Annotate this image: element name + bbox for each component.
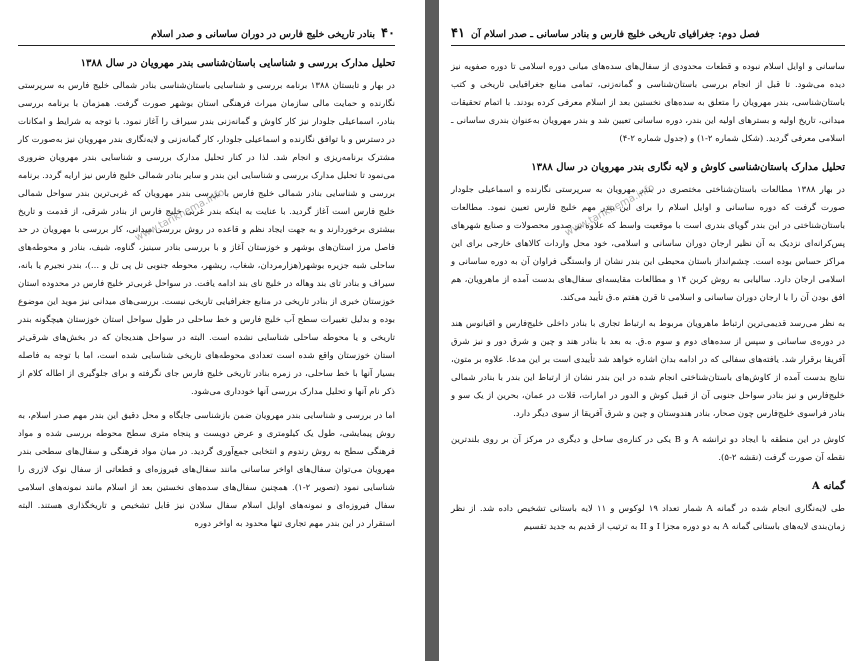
right-paragraph-2: به نظر می‌رسد قدیمی‌ترین ارتباط ماهرویان مربوط به ارتباط تجاری با بنادر داخلی خلیج‌فارس و اقیانوس هند در دوره‌ی ساسانی و سپس از سده‌های دوم و سوم ه.ق. به بعد با بنادر هند و چین و شرق دور و نیز شرق آفریقا برقرار شد. یافته‌های سفالی که در ادامه بدان اشاره خواهد شد تأییدی است بر این مدعا. علاوه بر متون، نتایج بدست آمده از کاوش‌های باستان‌شناختی انجام شده در این بندر نشان از ارتباط این بندر با بنادر شمالی خلیج‌فارس و نیز بنادر سواحل جنوبی آن از قبیل کوش و الدور در امارات، قلات در عمان، بحرین از یک سو و بنادر فراسوی خلیج‌فارس چون صحار، بنادر هندوستان و چین و شرق آفریقا از سوی دیگر دارد. — [451, 319, 845, 419]
right-paragraph-1: در بهار ۱۳۸۸ مطالعات باستان‌شناختی مختصری در بندر مهرویان به سرپرستی نگارنده و اسماعیلی جلودار صورت گرفت که دوره ساسانی و اوایل اسلام را برای این بندر مهم خلیج فارس تعیین نمود. مطالعات باستان‌شناختی در این بندر گویای بندری است با موقعیت واسط که علاوه بر صدور محصولات و صنایع شهرهای پس‌کرانه‌ای نزدیک به آن نظیر ارجان دوران ساسانی و اسلامی، خود محل واردات کالاهای خارجی برای این مراکز حساس بوده است. چشم‌انداز باستان محیطی این بندر نشان از وابستگی فراوان آن به دوره ساسانی و اسلامی ارجان دارد. سالیابی به روش کربن ۱۴ و مطالعات مقایسه‌ای سفال‌های بدست آمده از ماهرویان، هم افق بودن آن را با ارجان دوران ساسانی و اسلامی تا قرن هفتم ه.ق تأیید می‌کند. — [451, 185, 846, 303]
right-last-paragraph: طی لایه‌نگاری انجام شده در گمانه A شمار تعداد ۱۹ لوکوس و ۱۱ لایه باستانی تشخیص داده شد. از نظر زمان‌بندی لایه‌های باستانی گمانه A به دو دوره مجزا I و II به ترتیب از قدیم به جدید تقسیم — [451, 504, 845, 532]
left-body — [18, 77, 395, 533]
right-page — [439, 0, 867, 661]
right-heading: تحلیل مدارک باستان‌شناسی کاوش و لایه نگاری بندر مهرویان در سال ۱۳۸۸ — [531, 162, 845, 173]
left-watermark: www.tarikhema.info — [133, 187, 227, 244]
left-running-head — [18, 26, 395, 46]
right-subheading: گمانه A — [812, 481, 845, 492]
right-running-head — [451, 26, 845, 46]
right-body — [451, 181, 845, 467]
left-heading: تحلیل مدارک بررسی و شناسایی باستان‌شناسی بندر مهرویان در سال ۱۳۸۸ — [80, 58, 395, 69]
right-intro-paragraph: ساسانی و اوایل اسلام نبوده و قطعات محدودی از سفال‌های سده‌های میانی دوره اسلامی تا دوره صفویه نیز دیده می‌شود. تا قبل از انجام بررسی باستان‌شناسی و گمانه‌زنی، تمامی منابع جغرافیایی تاریخی و کتب باستان‌شناسی، بندر مهرویان را متعلق به سده‌های نخستین بعد از اسلام معرفی کرده بودند. با اتمام تحقیقات میدانی، تاریخ اولیه و بسترهای اولیه این بندر، دوره ساسانی تعیین شد و بندر مهرویان به‌عنوان بندری ساسانی ـ اسلامی معرفی گردید. (شکل شماره ۲-۱) و (جدول شماره ۲-۴) — [451, 62, 845, 144]
left-paragraph-1: در بهار و تابستان ۱۳۸۸ برنامه بررسی و شناسایی باستان‌شناسی بنادر شمالی خلیج فارس به سرپرستی نگارنده و حمایت مالی سازمان میراث فرهنگی استان بوشهر صورت گرفت. همزمان با برنامه بررسی بنادر، اسماعیلی جلودار نیز کار کاوش و گمانه‌زنی بندر سیراف را آغاز نمود. با توجه به شرایط و امکانات در دسترس و با توافق نگارنده و اسماعیلی جلودار، کار گمانه‌زنی و لایه‌نگاری بندر مهرویان نیز به‌صورت کار مشترک برنامه‌ریزی و انجام شد. لذا در کنار تحلیل مدارک بررسی و شناسایی بندر مهرویان ضروری می‌نمود تا تحلیل مدارک بررسی و شناسایی این بندر و سایر بنادر شمالی خلیج فارس نیز ارایه گردد. برنامه بررسی و شناسایی بنادر شمالی خلیج فارس با بررسی بندر مهرویان که غربی‌ترین بندر سواحل شمالی خلیج فارس است آغاز گردید. با عنایت به اینکه بندر غربی خلیج فارس از بنادر شرقی، از قدمت و تاریخ بیشتری برخوردارند و به جهت ایجاد نظم و قاعده در روش بررسی میدانی، کار بررسی با مهرویان در حد فاصل مرز استان‌های بوشهر و خوزستان آغاز و با بررسی بنادر سینیز، گناوه، شیف، بنادر و محوطه‌های ساحلی شبه جزیره بوشهر(هزارمردان، شغاب، ریشهر، محوطه جنوبی تل پی تل و ...)، بندر نجیرم یا بانه، سیراف و بنادر تای بند وهاله در خلیج نای بند ادامه یافت. در سواحل غربی‌تر خلیج فارس در محدوده استان خوزستان خبری از بنادر تاریخی در منابع جغرافیایی تاریخی نیست. بررسی‌های میدانی نیز موید این موضوع بوده و بدلیل تغییرات سطح آب خلیج فارس و خط ساحلی در طول سواحل استان خوزستان هیچگونه بندر تاریخی و یا محوطه ساحلی شناسایی نشده است. البته در سواحل هندیجان که در بخش‌های شرقی‌تر استان خوزستان واقع شده است تعدادی محوطه‌های تاریخی شناسایی شده است، اما با توجه به فاصله بسیار آنها با خط ساحلی، در زمره بنادر تاریخی خلیج فارس جای نگرفته و برای جلوگیری از اطاله کلام از ذکر نام آنها و تحلیل مدارک بررسی آنها خودداری می‌شود. — [18, 81, 395, 397]
right-paragraph-3: کاوش در این منطقه با ایجاد دو ترانشه A و B یکی در کناره‌ی ساحل و دیگری در مرکز آن بر روی بلندترین نقطه آن صورت گرفت (نقشه ۲-۵). — [451, 435, 845, 463]
left-page-number: ۴۰ — [381, 26, 395, 41]
left-page — [0, 0, 425, 661]
right-page-number: ۴۱ — [451, 26, 465, 41]
right-running-title: فصل دوم: جغرافیای تاریخی خلیج فارس و بنادر ساسانی ـ صدر اسلام آن — [470, 29, 760, 40]
right-watermark: www.tarikhema.info — [563, 182, 657, 239]
left-paragraph-2: اما در بررسی و شناسایی بندر مهرویان ضمن بازشناسی جایگاه و محل دقیق این بندر مهم صدر اسلام، به روش پیمایشی، طول یک کیلومتری و عرض دویست و پنجاه متری سطح محوطه بررسی شده و مواد فرهنگی سطح به روش رندوم و انتخابی جمع‌آوری گردید. در میان مواد فرهنگی و سفال‌های سطحی بندر مهرویان می‌توان سفال‌های اواخر ساسانی مانند سفال‌های فیروزه‌ای و قطعاتی از سفال نوک لازری را شناسایی نمود (تصویر ۲-۱). همچنین سفال‌های سده‌های نخستین بعد از اسلام مانند نمونه‌های اسلامی سفال فیروزه‌ای و نمونه‌های اوایل اسلام سفال سلادن نیز قابل تشخیص و تاریخگذاری هستند. البته استقرار در این بندر مهم تجاری تنها محدود به اواخر دوره — [18, 411, 395, 529]
left-running-title: بنادر تاریخی خلیج فارس در دوران ساسانی و صدر اسلام — [151, 29, 376, 40]
